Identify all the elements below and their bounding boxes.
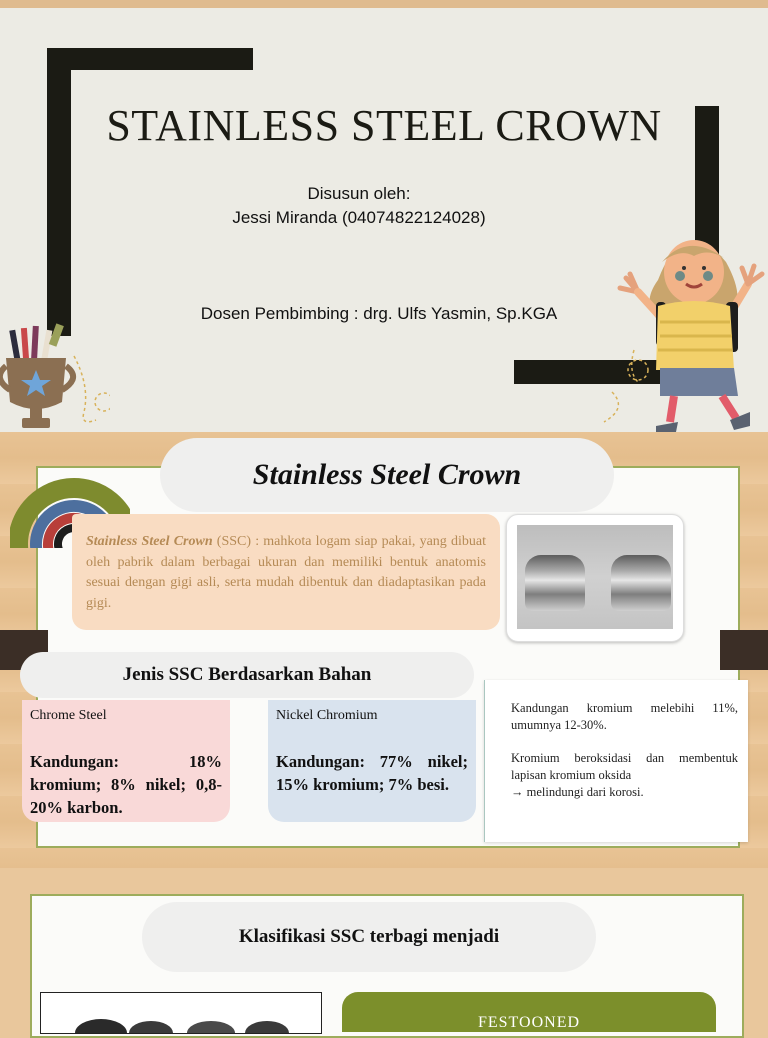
prepared-by-label: Disusun oleh: bbox=[307, 184, 411, 203]
frame-bar-top bbox=[47, 48, 253, 70]
crowns-sketch-image bbox=[41, 993, 321, 1033]
chrome-steel-content: Kandungan: 18% kromium; 8% nikel; 0,8-20% karbon. bbox=[30, 752, 222, 817]
types-heading-pill bbox=[20, 652, 474, 698]
note-chromium-oxidation bbox=[511, 750, 738, 801]
festooned-tab[interactable]: FESTOONED bbox=[342, 992, 716, 1032]
slide2-title-pill bbox=[160, 438, 614, 512]
crown-image-left bbox=[525, 555, 585, 611]
girl-illustration bbox=[598, 222, 768, 432]
arrow-right-icon: → bbox=[511, 785, 524, 799]
chromium-notes-box bbox=[484, 680, 748, 842]
crown-image-right bbox=[611, 555, 671, 611]
supervisor-name: Dosen Pembimbing : drg. Ulfs Yasmin, Sp.KGA bbox=[200, 304, 558, 323]
side-tab-right bbox=[720, 630, 768, 670]
classification-heading-pill bbox=[142, 902, 596, 972]
presentation-title: STAINLESS STEEL CROWN bbox=[106, 101, 662, 150]
note-chromium-content: Kandungan kromium melebihi 11%, umumnya 12-30%. bbox=[511, 701, 738, 732]
crown-photo-frame bbox=[506, 514, 684, 642]
nickel-chromium-card bbox=[268, 700, 476, 822]
classification-heading: Klasifikasi SSC terbagi menjadi bbox=[238, 926, 500, 947]
definition-term: Stainless Steel Crown bbox=[86, 534, 213, 549]
definition-text: (SSC) : mahkota logam siap pakai, yang dibuat oleh pabrik dalam berbagai ukuran dan memiliki bentuk anatomis sesuai dengan gigi asli, serta mudah dibentuk dan diadaptasikan pada gigi. bbox=[86, 534, 486, 611]
classification-image bbox=[40, 992, 322, 1034]
crown-photo bbox=[517, 525, 673, 629]
wood-strip-top bbox=[0, 0, 768, 8]
chrome-steel-name: Chrome Steel bbox=[30, 708, 107, 723]
trophy-pencils-illustration bbox=[0, 316, 110, 432]
nickel-chromium-name: Nickel Chromium bbox=[276, 708, 378, 723]
note-oxidation-text: Kromium beroksidasi dan membentuk lapisan kromium oksida bbox=[511, 751, 738, 782]
note-protection-text: melindungi dari korosi. bbox=[526, 785, 644, 799]
chrome-steel-card bbox=[22, 700, 230, 822]
title-slide bbox=[0, 8, 768, 432]
types-heading: Jenis SSC Berdasarkan Bahan bbox=[122, 664, 372, 685]
author-name: Jessi Miranda (04074822124028) bbox=[232, 208, 486, 227]
nickel-chromium-content: Kandungan: 77% nikel; 15% kromium; 7% besi. bbox=[276, 752, 468, 794]
definition-box bbox=[72, 514, 500, 630]
slide2-title: Stainless Steel Crown bbox=[252, 458, 522, 491]
